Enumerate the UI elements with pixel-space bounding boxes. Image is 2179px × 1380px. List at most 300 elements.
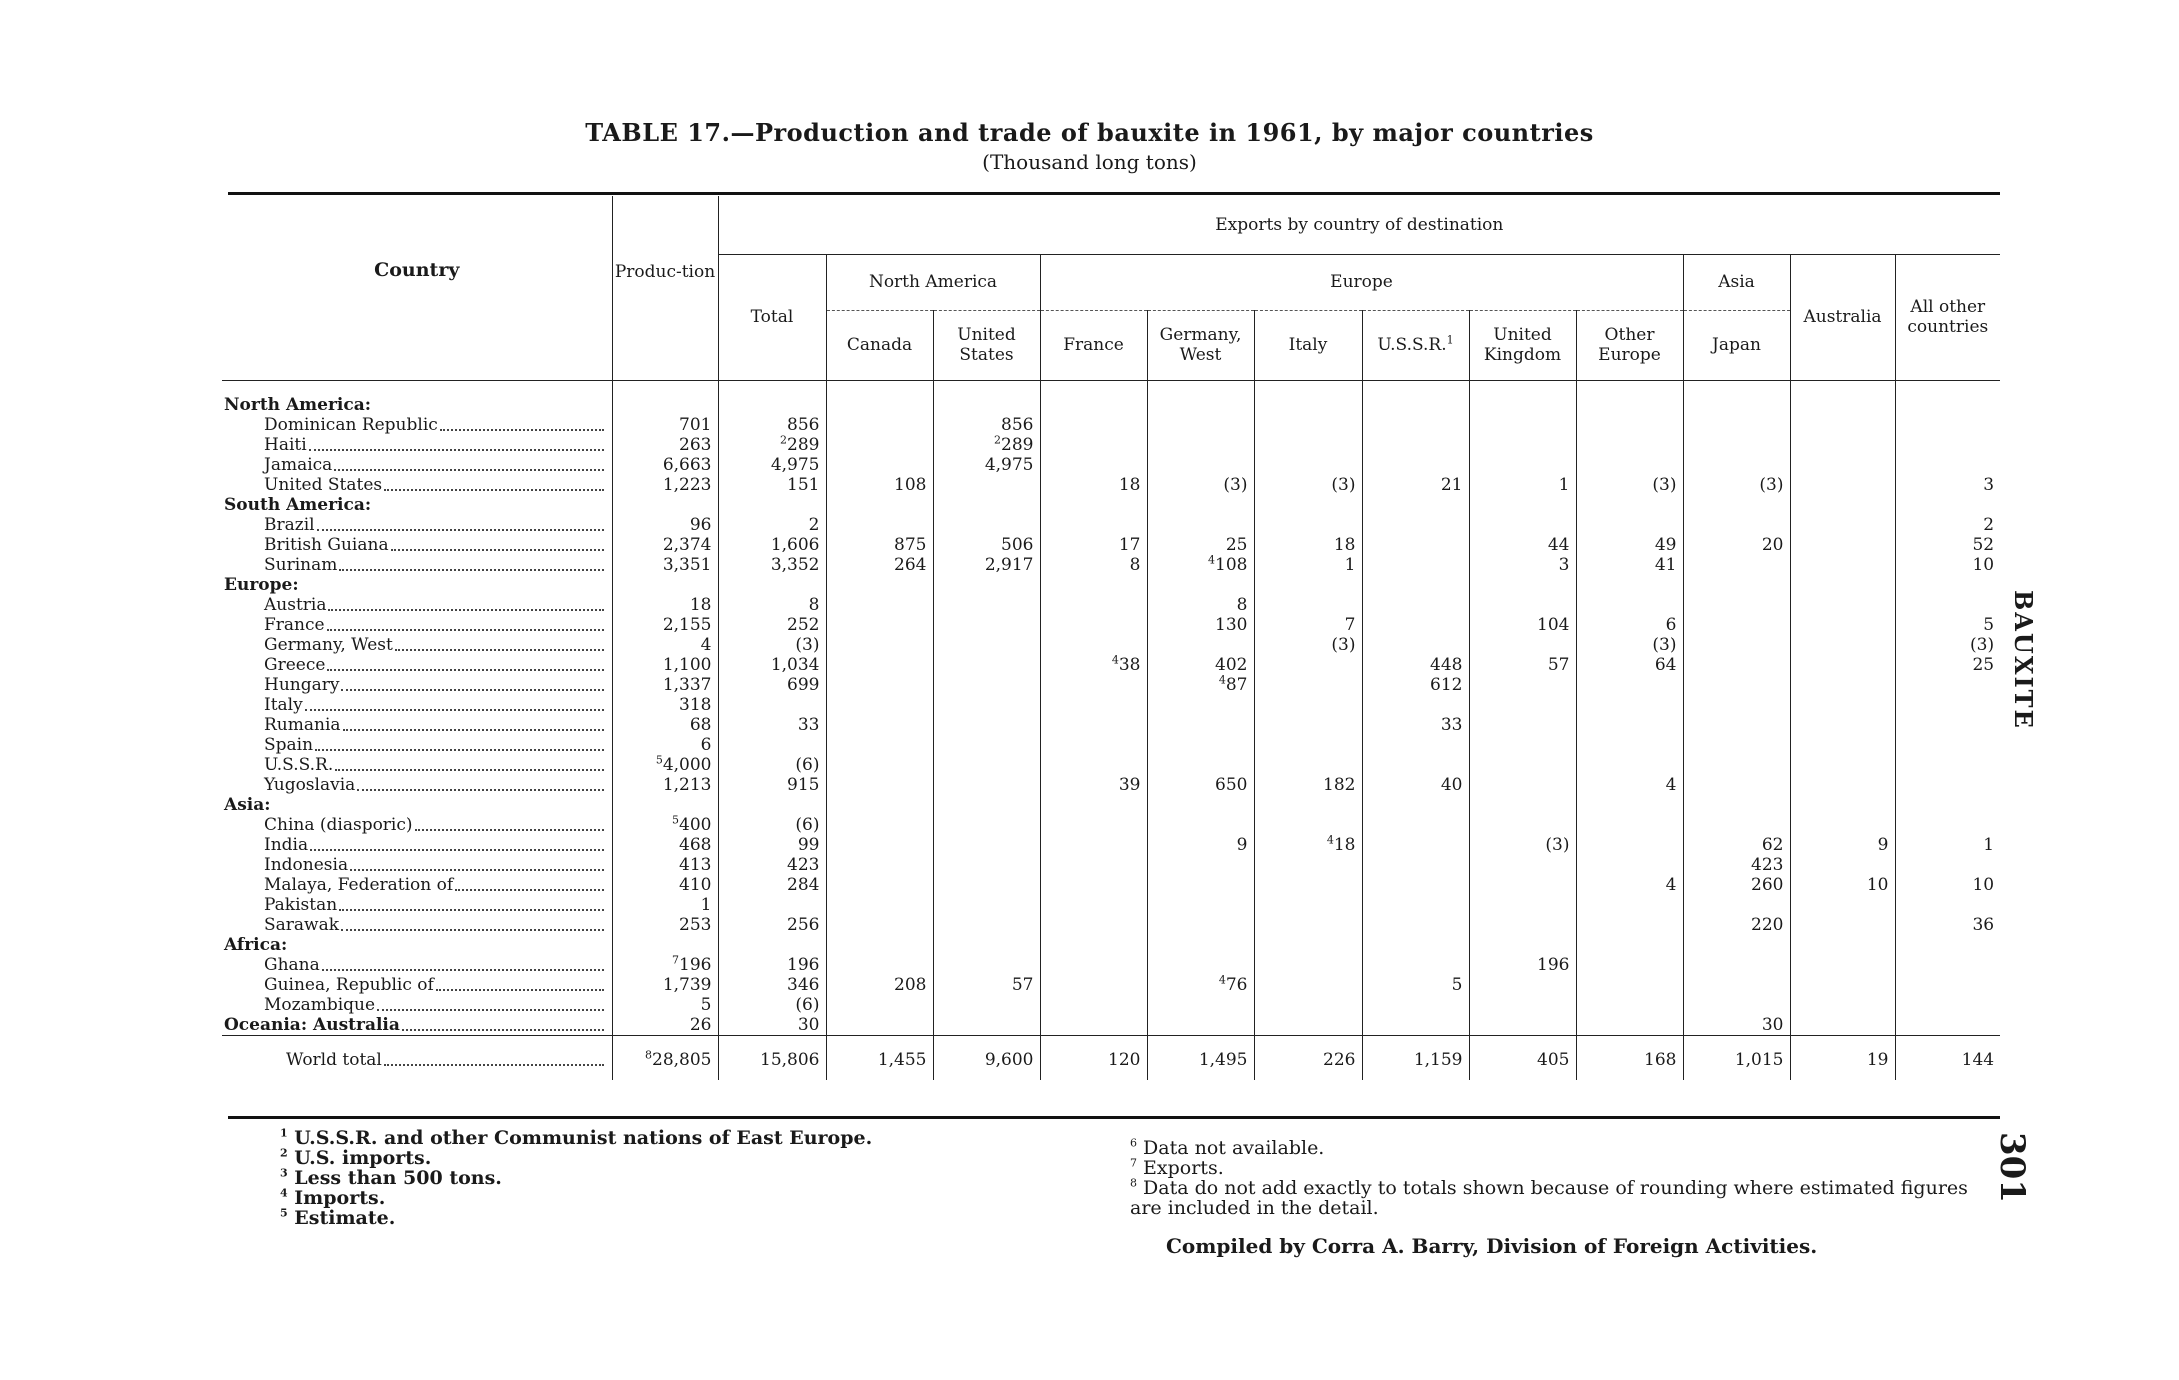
cell-empty bbox=[1147, 935, 1254, 955]
cell-other-europe bbox=[1576, 855, 1683, 875]
cell-uk bbox=[1469, 855, 1576, 875]
cell-empty bbox=[1040, 795, 1147, 815]
cell-france: 120 bbox=[1040, 1035, 1147, 1080]
cell-prod: 263 bbox=[612, 435, 718, 455]
cell-canada bbox=[826, 655, 933, 675]
cell-country: Germany, West bbox=[222, 635, 612, 655]
cell-italy bbox=[1254, 715, 1362, 735]
cell-other-europe: 41 bbox=[1576, 555, 1683, 575]
cell-uk bbox=[1469, 875, 1576, 895]
cell-germany bbox=[1147, 415, 1254, 435]
cell-country: South America: bbox=[224, 494, 372, 515]
cell-australia: 19 bbox=[1790, 1035, 1895, 1080]
table-row bbox=[222, 955, 2000, 975]
cell-france bbox=[1040, 735, 1147, 755]
cell-italy bbox=[1254, 735, 1362, 755]
table-row bbox=[222, 655, 2000, 675]
table-row bbox=[222, 675, 2000, 695]
cell-italy bbox=[1254, 955, 1362, 975]
cell-total: 256 bbox=[718, 915, 826, 935]
cell-empty bbox=[1683, 380, 1790, 415]
cell-other-europe bbox=[1576, 895, 1683, 915]
cell-australia bbox=[1790, 675, 1895, 695]
cell-uk: 104 bbox=[1469, 615, 1576, 635]
cell-country: Malaya, Federation of bbox=[222, 875, 612, 895]
cell-australia bbox=[1790, 1015, 1895, 1036]
page-number: 301 bbox=[1992, 1132, 2032, 1203]
cell-prod: 26 bbox=[612, 1015, 718, 1036]
cell-australia bbox=[1790, 735, 1895, 755]
cell-australia bbox=[1790, 475, 1895, 495]
cell-france bbox=[1040, 515, 1147, 535]
bauxite-table bbox=[222, 196, 2000, 1080]
cell-other-europe: (3) bbox=[1576, 475, 1683, 495]
cell-germany bbox=[1147, 875, 1254, 895]
cell-france bbox=[1040, 1015, 1147, 1036]
cell-germany bbox=[1147, 695, 1254, 715]
region-row bbox=[222, 495, 2000, 515]
cell-france bbox=[1040, 895, 1147, 915]
header-production: Produc-tion bbox=[612, 196, 718, 380]
header-australia: Australia bbox=[1790, 254, 1895, 380]
table-row bbox=[222, 475, 2000, 495]
cell-total bbox=[718, 895, 826, 915]
cell-empty bbox=[1254, 795, 1362, 815]
cell-uk bbox=[1469, 895, 1576, 915]
cell-empty bbox=[1362, 380, 1469, 415]
cell-country: Oceania: Australia bbox=[222, 1015, 612, 1036]
cell-canada: 208 bbox=[826, 975, 933, 995]
cell-empty bbox=[1147, 795, 1254, 815]
cell-empty bbox=[826, 495, 933, 515]
cell-prod: 253 bbox=[612, 915, 718, 935]
cell-other: 36 bbox=[1895, 915, 2000, 935]
cell-us: 57 bbox=[933, 975, 1040, 995]
cell-uk bbox=[1469, 1015, 1576, 1036]
header-exports: Exports by country of destination bbox=[718, 196, 2000, 254]
cell-france bbox=[1040, 755, 1147, 775]
cell-japan: (3) bbox=[1683, 475, 1790, 495]
cell-empty bbox=[1362, 795, 1469, 815]
cell-total: 423 bbox=[718, 855, 826, 875]
footnote: $^7$ Exports. bbox=[1130, 1156, 1224, 1179]
cell-australia bbox=[1790, 895, 1895, 915]
cell-france bbox=[1040, 715, 1147, 735]
cell-empty bbox=[612, 935, 718, 955]
cell-other-europe bbox=[1576, 815, 1683, 835]
cell-uk bbox=[1469, 995, 1576, 1015]
cell-prod: 413 bbox=[612, 855, 718, 875]
cell-japan: 423 bbox=[1683, 855, 1790, 875]
table-row bbox=[222, 835, 2000, 855]
cell-empty bbox=[1790, 575, 1895, 595]
cell-japan bbox=[1683, 695, 1790, 715]
cell-germany: 1,495 bbox=[1147, 1035, 1254, 1080]
cell-other bbox=[1895, 735, 2000, 755]
cell-ussr bbox=[1362, 435, 1469, 455]
cell-japan bbox=[1683, 895, 1790, 915]
cell-us bbox=[933, 595, 1040, 615]
footnote: $^1$ U.S.S.R. and other Communist nations of East Europe. bbox=[280, 1126, 873, 1149]
cell-italy: (3) bbox=[1254, 635, 1362, 655]
cell-canada bbox=[826, 455, 933, 475]
cell-canada: 1,455 bbox=[826, 1035, 933, 1080]
cell-prod: 3,351 bbox=[612, 555, 718, 575]
cell-empty bbox=[1147, 495, 1254, 515]
cell-france: 18 bbox=[1040, 475, 1147, 495]
table-row bbox=[222, 755, 2000, 775]
header-france: France bbox=[1040, 310, 1147, 380]
cell-france: 39 bbox=[1040, 775, 1147, 795]
cell-ussr bbox=[1362, 615, 1469, 635]
cell-country: Jamaica bbox=[222, 455, 612, 475]
cell-other: 5 bbox=[1895, 615, 2000, 635]
header-total: Total bbox=[718, 254, 826, 380]
cell-other-europe bbox=[1576, 975, 1683, 995]
cell-empty bbox=[1895, 495, 2000, 515]
cell-us bbox=[933, 835, 1040, 855]
cell-italy bbox=[1254, 655, 1362, 675]
cell-japan: 220 bbox=[1683, 915, 1790, 935]
cell-us: 4,975 bbox=[933, 455, 1040, 475]
header-country: Country bbox=[222, 196, 612, 380]
cell-empty bbox=[1469, 575, 1576, 595]
cell-empty bbox=[933, 380, 1040, 415]
cell-other-europe: (3) bbox=[1576, 635, 1683, 655]
world-total-row bbox=[222, 1035, 2000, 1080]
cell-japan: 30 bbox=[1683, 1015, 1790, 1036]
cell-us bbox=[933, 1015, 1040, 1036]
cell-france: 8 bbox=[1040, 555, 1147, 575]
header-europe: Europe bbox=[1040, 254, 1683, 310]
cell-australia bbox=[1790, 535, 1895, 555]
cell-italy bbox=[1254, 515, 1362, 535]
cell-empty bbox=[826, 380, 933, 415]
cell-empty bbox=[1683, 795, 1790, 815]
cell-other: 3 bbox=[1895, 475, 2000, 495]
table-row bbox=[222, 775, 2000, 795]
cell-japan bbox=[1683, 595, 1790, 615]
cell-australia bbox=[1790, 695, 1895, 715]
cell-other-europe bbox=[1576, 435, 1683, 455]
cell-total: 151 bbox=[718, 475, 826, 495]
cell-germany bbox=[1147, 435, 1254, 455]
cell-japan: 1,015 bbox=[1683, 1035, 1790, 1080]
cell-germany bbox=[1147, 635, 1254, 655]
cell-us bbox=[933, 675, 1040, 695]
cell-uk bbox=[1469, 435, 1576, 455]
cell-japan bbox=[1683, 435, 1790, 455]
cell-us bbox=[933, 915, 1040, 935]
cell-country: Europe: bbox=[224, 574, 299, 595]
cell-australia bbox=[1790, 995, 1895, 1015]
cell-australia bbox=[1790, 455, 1895, 475]
cell-australia bbox=[1790, 435, 1895, 455]
cell-us: 856 bbox=[933, 415, 1040, 435]
cell-italy: 226 bbox=[1254, 1035, 1362, 1080]
cell-uk bbox=[1469, 635, 1576, 655]
cell-prod: $^5$4,000 bbox=[612, 755, 718, 775]
cell-italy bbox=[1254, 895, 1362, 915]
cell-us bbox=[933, 755, 1040, 775]
cell-other bbox=[1895, 815, 2000, 835]
table-row bbox=[222, 735, 2000, 755]
cell-us bbox=[933, 615, 1040, 635]
table-row bbox=[222, 555, 2000, 575]
cell-ussr bbox=[1362, 815, 1469, 835]
cell-france bbox=[1040, 455, 1147, 475]
compiled-by: Compiled by Corra A. Barry, Division of Foreign Activities. bbox=[1166, 1234, 1818, 1258]
region-row bbox=[222, 935, 2000, 955]
cell-uk bbox=[1469, 815, 1576, 835]
cell-germany: $^4$87 bbox=[1147, 675, 1254, 695]
cell-japan bbox=[1683, 715, 1790, 735]
cell-uk: 44 bbox=[1469, 535, 1576, 555]
cell-uk bbox=[1469, 415, 1576, 435]
cell-other-europe bbox=[1576, 715, 1683, 735]
header-germany-west: Germany, West bbox=[1147, 310, 1254, 380]
cell-other-europe bbox=[1576, 595, 1683, 615]
cell-country: Surinam bbox=[222, 555, 612, 575]
footnote: $^6$ Data not available. bbox=[1130, 1136, 1325, 1159]
table-row bbox=[222, 855, 2000, 875]
cell-germany bbox=[1147, 735, 1254, 755]
table-row bbox=[222, 1015, 2000, 1036]
cell-empty bbox=[1790, 935, 1895, 955]
footnote: $^2$ U.S. imports. bbox=[280, 1146, 432, 1169]
cell-uk: 1 bbox=[1469, 475, 1576, 495]
cell-italy bbox=[1254, 1015, 1362, 1036]
cell-uk bbox=[1469, 695, 1576, 715]
cell-country: United States bbox=[222, 475, 612, 495]
cell-country: Italy bbox=[222, 695, 612, 715]
cell-australia: 9 bbox=[1790, 835, 1895, 855]
cell-country: North America: bbox=[224, 394, 372, 415]
footnote: $^3$ Less than 500 tons. bbox=[280, 1166, 502, 1189]
cell-empty bbox=[1362, 575, 1469, 595]
cell-country: Mozambique bbox=[222, 995, 612, 1015]
cell-ussr bbox=[1362, 415, 1469, 435]
cell-prod: 701 bbox=[612, 415, 718, 435]
cell-total: 196 bbox=[718, 955, 826, 975]
cell-empty bbox=[1040, 575, 1147, 595]
cell-ussr: 5 bbox=[1362, 975, 1469, 995]
cell-empty bbox=[1683, 935, 1790, 955]
cell-country: Asia: bbox=[224, 794, 271, 815]
cell-australia bbox=[1790, 975, 1895, 995]
table-title: TABLE 17.—Production and trade of bauxite in 1961, by major countries bbox=[585, 118, 1594, 147]
cell-other bbox=[1895, 1015, 2000, 1036]
cell-prod: 1,213 bbox=[612, 775, 718, 795]
cell-france: 17 bbox=[1040, 535, 1147, 555]
cell-canada: 875 bbox=[826, 535, 933, 555]
cell-canada bbox=[826, 695, 933, 715]
cell-italy: $^4$18 bbox=[1254, 835, 1362, 855]
cell-empty bbox=[1254, 935, 1362, 955]
cell-ussr: 40 bbox=[1362, 775, 1469, 795]
cell-us bbox=[933, 515, 1040, 535]
table-row bbox=[222, 995, 2000, 1015]
cell-canada bbox=[826, 435, 933, 455]
cell-us: 9,600 bbox=[933, 1035, 1040, 1080]
cell-australia bbox=[1790, 615, 1895, 635]
cell-france bbox=[1040, 435, 1147, 455]
cell-country: Indonesia bbox=[222, 855, 612, 875]
cell-australia bbox=[1790, 815, 1895, 835]
cell-country: U.S.S.R. bbox=[222, 755, 612, 775]
cell-italy bbox=[1254, 975, 1362, 995]
cell-empty bbox=[933, 495, 1040, 515]
cell-us bbox=[933, 775, 1040, 795]
cell-australia: 10 bbox=[1790, 875, 1895, 895]
cell-prod: 410 bbox=[612, 875, 718, 895]
cell-total: 3,352 bbox=[718, 555, 826, 575]
cell-italy bbox=[1254, 675, 1362, 695]
cell-empty bbox=[1254, 575, 1362, 595]
cell-uk bbox=[1469, 975, 1576, 995]
cell-germany: $^4$76 bbox=[1147, 975, 1254, 995]
cell-empty bbox=[1040, 380, 1147, 415]
cell-ussr bbox=[1362, 515, 1469, 535]
cell-empty bbox=[1790, 795, 1895, 815]
cell-other bbox=[1895, 755, 2000, 775]
cell-other-europe: 168 bbox=[1576, 1035, 1683, 1080]
cell-australia bbox=[1790, 655, 1895, 675]
cell-total: 856 bbox=[718, 415, 826, 435]
cell-canada: 108 bbox=[826, 475, 933, 495]
cell-empty bbox=[1469, 795, 1576, 815]
cell-empty bbox=[1576, 575, 1683, 595]
cell-total: 4,975 bbox=[718, 455, 826, 475]
cell-total: 1,606 bbox=[718, 535, 826, 555]
header-united-states: United States bbox=[933, 310, 1040, 380]
cell-empty bbox=[1895, 380, 2000, 415]
cell-other-europe bbox=[1576, 915, 1683, 935]
cell-other bbox=[1895, 995, 2000, 1015]
cell-other bbox=[1895, 595, 2000, 615]
cell-empty bbox=[612, 575, 718, 595]
table-row bbox=[222, 515, 2000, 535]
cell-empty bbox=[1147, 575, 1254, 595]
cell-italy bbox=[1254, 415, 1362, 435]
cell-us bbox=[933, 695, 1040, 715]
cell-country: Yugoslavia bbox=[222, 775, 612, 795]
cell-france bbox=[1040, 975, 1147, 995]
cell-empty bbox=[612, 795, 718, 815]
cell-italy bbox=[1254, 815, 1362, 835]
cell-total: 915 bbox=[718, 775, 826, 795]
cell-other-europe bbox=[1576, 415, 1683, 435]
cell-australia bbox=[1790, 555, 1895, 575]
table-row bbox=[222, 435, 2000, 455]
cell-other bbox=[1895, 955, 2000, 975]
cell-us bbox=[933, 875, 1040, 895]
cell-country: Haiti bbox=[222, 435, 612, 455]
cell-uk bbox=[1469, 675, 1576, 695]
cell-canada bbox=[826, 635, 933, 655]
cell-empty bbox=[1147, 380, 1254, 415]
cell-uk bbox=[1469, 595, 1576, 615]
cell-germany: 8 bbox=[1147, 595, 1254, 615]
cell-us: 2,917 bbox=[933, 555, 1040, 575]
cell-other-europe: 6 bbox=[1576, 615, 1683, 635]
cell-ussr: 448 bbox=[1362, 655, 1469, 675]
cell-italy bbox=[1254, 595, 1362, 615]
cell-country: China (diasporic) bbox=[222, 815, 612, 835]
cell-prod: 1,223 bbox=[612, 475, 718, 495]
cell-italy bbox=[1254, 435, 1362, 455]
cell-japan bbox=[1683, 755, 1790, 775]
cell-germany: 25 bbox=[1147, 535, 1254, 555]
cell-japan bbox=[1683, 775, 1790, 795]
cell-other bbox=[1895, 855, 2000, 875]
cell-empty bbox=[1469, 935, 1576, 955]
cell-japan bbox=[1683, 815, 1790, 835]
footnotes-right bbox=[1130, 1138, 2000, 1218]
cell-other: (3) bbox=[1895, 635, 2000, 655]
cell-prod: $^8$28,805 bbox=[612, 1035, 718, 1080]
cell-total: (3) bbox=[718, 635, 826, 655]
cell-ussr bbox=[1362, 895, 1469, 915]
cell-other bbox=[1895, 675, 2000, 695]
cell-us bbox=[933, 995, 1040, 1015]
cell-ussr: 1,159 bbox=[1362, 1035, 1469, 1080]
cell-empty bbox=[1576, 795, 1683, 815]
cell-empty bbox=[933, 935, 1040, 955]
cell-other: 10 bbox=[1895, 875, 2000, 895]
cell-other-europe: 49 bbox=[1576, 535, 1683, 555]
cell-italy: 7 bbox=[1254, 615, 1362, 635]
cell-country: Hungary bbox=[222, 675, 612, 695]
table-row bbox=[222, 915, 2000, 935]
cell-france bbox=[1040, 595, 1147, 615]
cell-japan bbox=[1683, 415, 1790, 435]
cell-uk bbox=[1469, 775, 1576, 795]
cell-australia bbox=[1790, 595, 1895, 615]
cell-us bbox=[933, 815, 1040, 835]
cell-uk bbox=[1469, 715, 1576, 735]
cell-japan bbox=[1683, 455, 1790, 475]
cell-total: (6) bbox=[718, 815, 826, 835]
cell-other-europe bbox=[1576, 1015, 1683, 1036]
cell-canada bbox=[826, 955, 933, 975]
cell-france bbox=[1040, 695, 1147, 715]
cell-uk bbox=[1469, 735, 1576, 755]
bottom-rule bbox=[228, 1116, 2000, 1119]
cell-uk: 3 bbox=[1469, 555, 1576, 575]
cell-italy bbox=[1254, 455, 1362, 475]
cell-australia bbox=[1790, 635, 1895, 655]
cell-uk: (3) bbox=[1469, 835, 1576, 855]
header-canada: Canada bbox=[826, 310, 933, 380]
cell-italy bbox=[1254, 915, 1362, 935]
cell-ussr bbox=[1362, 555, 1469, 575]
cell-empty bbox=[1683, 495, 1790, 515]
cell-ussr: 612 bbox=[1362, 675, 1469, 695]
cell-prod: 1,337 bbox=[612, 675, 718, 695]
cell-canada bbox=[826, 815, 933, 835]
cell-australia bbox=[1790, 755, 1895, 775]
table-row bbox=[222, 975, 2000, 995]
table-row bbox=[222, 715, 2000, 735]
cell-country: British Guiana bbox=[222, 535, 612, 555]
cell-japan bbox=[1683, 675, 1790, 695]
cell-uk bbox=[1469, 915, 1576, 935]
cell-canada bbox=[826, 675, 933, 695]
cell-italy bbox=[1254, 995, 1362, 1015]
cell-uk: 405 bbox=[1469, 1035, 1576, 1080]
side-label: BAUXITE bbox=[2009, 590, 2038, 730]
